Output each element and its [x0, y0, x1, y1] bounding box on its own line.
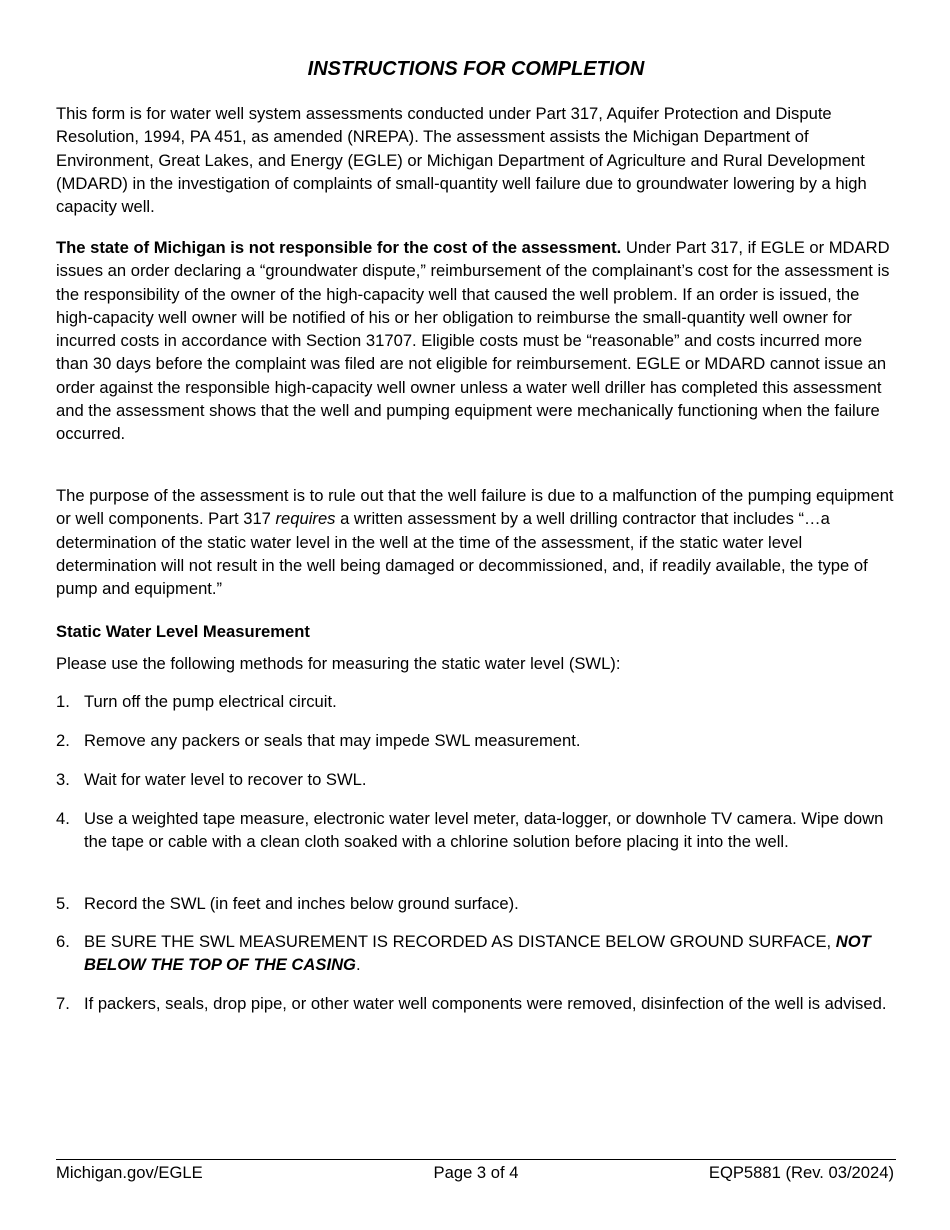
cost-disclaimer-bold: The state of Michigan is not responsible for the cost of the assessment.	[56, 238, 622, 257]
step-text: Record the SWL (in feet and inches below ground surface).	[84, 894, 519, 913]
list-item	[56, 892, 896, 915]
step-text: If packers, seals, drop pipe, or other water well components were removed, disinfection of the well is advised.	[84, 994, 887, 1013]
footer-website: Michigan.gov/EGLE	[56, 1163, 203, 1182]
list-item	[56, 729, 896, 752]
page-footer	[56, 1162, 896, 1184]
step-tail: .	[355, 955, 361, 974]
step-text: BE SURE THE SWL MEASUREMENT IS RECORDED AS DISTANCE BELOW GROUND SURFACE,	[84, 932, 836, 951]
purpose-text-2: a written assessment by a well drilling contractor that includes “…a determination of the static water level in the well at the time of the assessment, if the static water level determination will not result in the well being damaged or decommissioned, and, if readily available, the type of pump and equipment.”	[56, 509, 868, 599]
step-text: Remove any packers or seals that may impede SWL measurement.	[84, 731, 581, 750]
cost-paragraph	[56, 236, 896, 446]
purpose-paragraph	[56, 484, 896, 600]
step-number: 1.	[56, 692, 70, 711]
list-item	[56, 690, 896, 713]
section-heading: Static Water Level Measurement	[56, 622, 310, 641]
list-item	[56, 768, 896, 791]
step-number: 7.	[56, 994, 70, 1013]
footer-divider	[56, 1159, 896, 1160]
list-item	[56, 807, 896, 853]
purpose-italic-requires: requires	[275, 509, 336, 529]
step-number: 5.	[56, 894, 70, 913]
step-text: Use a weighted tape measure, electronic water level meter, data-logger, or downhole TV camera. Wipe down the tape or cable with a clean cloth soaked with a chlorine solution before placing it into the well.	[84, 809, 884, 851]
purpose-text-1: The purpose of the assessment is to rule out that the well failure is due to a malfunction of the pumping equipment or well components. Part 317	[56, 486, 894, 529]
footer-page-number: Page 3 of 4	[433, 1163, 519, 1182]
step-number: 2.	[56, 731, 70, 750]
footer-form-number: EQP5881 (Rev. 03/2024)	[708, 1163, 894, 1182]
step-text-wrapper	[84, 930, 896, 976]
step-text: Wait for water level to recover to SWL.	[84, 770, 367, 789]
step-emphasis: NOT BELOW THE TOP OF THE CASING	[84, 932, 871, 974]
step-number: 4.	[56, 809, 70, 828]
step-number: 3.	[56, 770, 70, 789]
page-title: INSTRUCTIONS FOR COMPLETION	[307, 58, 645, 80]
list-item	[56, 992, 896, 1015]
list-item	[56, 930, 896, 976]
step-number: 6.	[56, 932, 70, 951]
intro-paragraph: This form is for water well system assessments conducted under Part 317, Aquifer Protection and Dispute Resolution, 1994, PA 451, as amended (NREPA). The assessment assists the Michigan Department of Environment, Great Lakes, and Energy (EGLE) or Michigan Department of Agriculture and Rural Development (MDARD) in the investigation of complaints of small-quantity well failure due to groundwater lowering by a high capacity well.	[56, 104, 867, 217]
section-intro: Please use the following methods for measuring the static water level (SWL):	[56, 654, 621, 673]
step-text: Turn off the pump electrical circuit.	[84, 692, 337, 711]
cost-paragraph-body: Under Part 317, if EGLE or MDARD issues an order declaring a “groundwater dispute,” reimbursement of the complainant’s cost for the assessment is the responsibility of the owner of the high-capacity well that caused the well problem. If an order is issued, the high-capacity well owner will be notified of his or her obligation to reimburse the small-quantity well owner for incurred costs in accordance with Section 31707. Eligible costs must be “reasonable” and costs incurred more than 30 days before the complaint was filed are not eligible for reimbursement. EGLE or MDARD cannot issue an order against the responsible high-capacity well owner unless a water well driller has completed this assessment and the assessment shows that the well and pumping equipment were mechanically functioning when the failure occurred.	[56, 238, 890, 444]
